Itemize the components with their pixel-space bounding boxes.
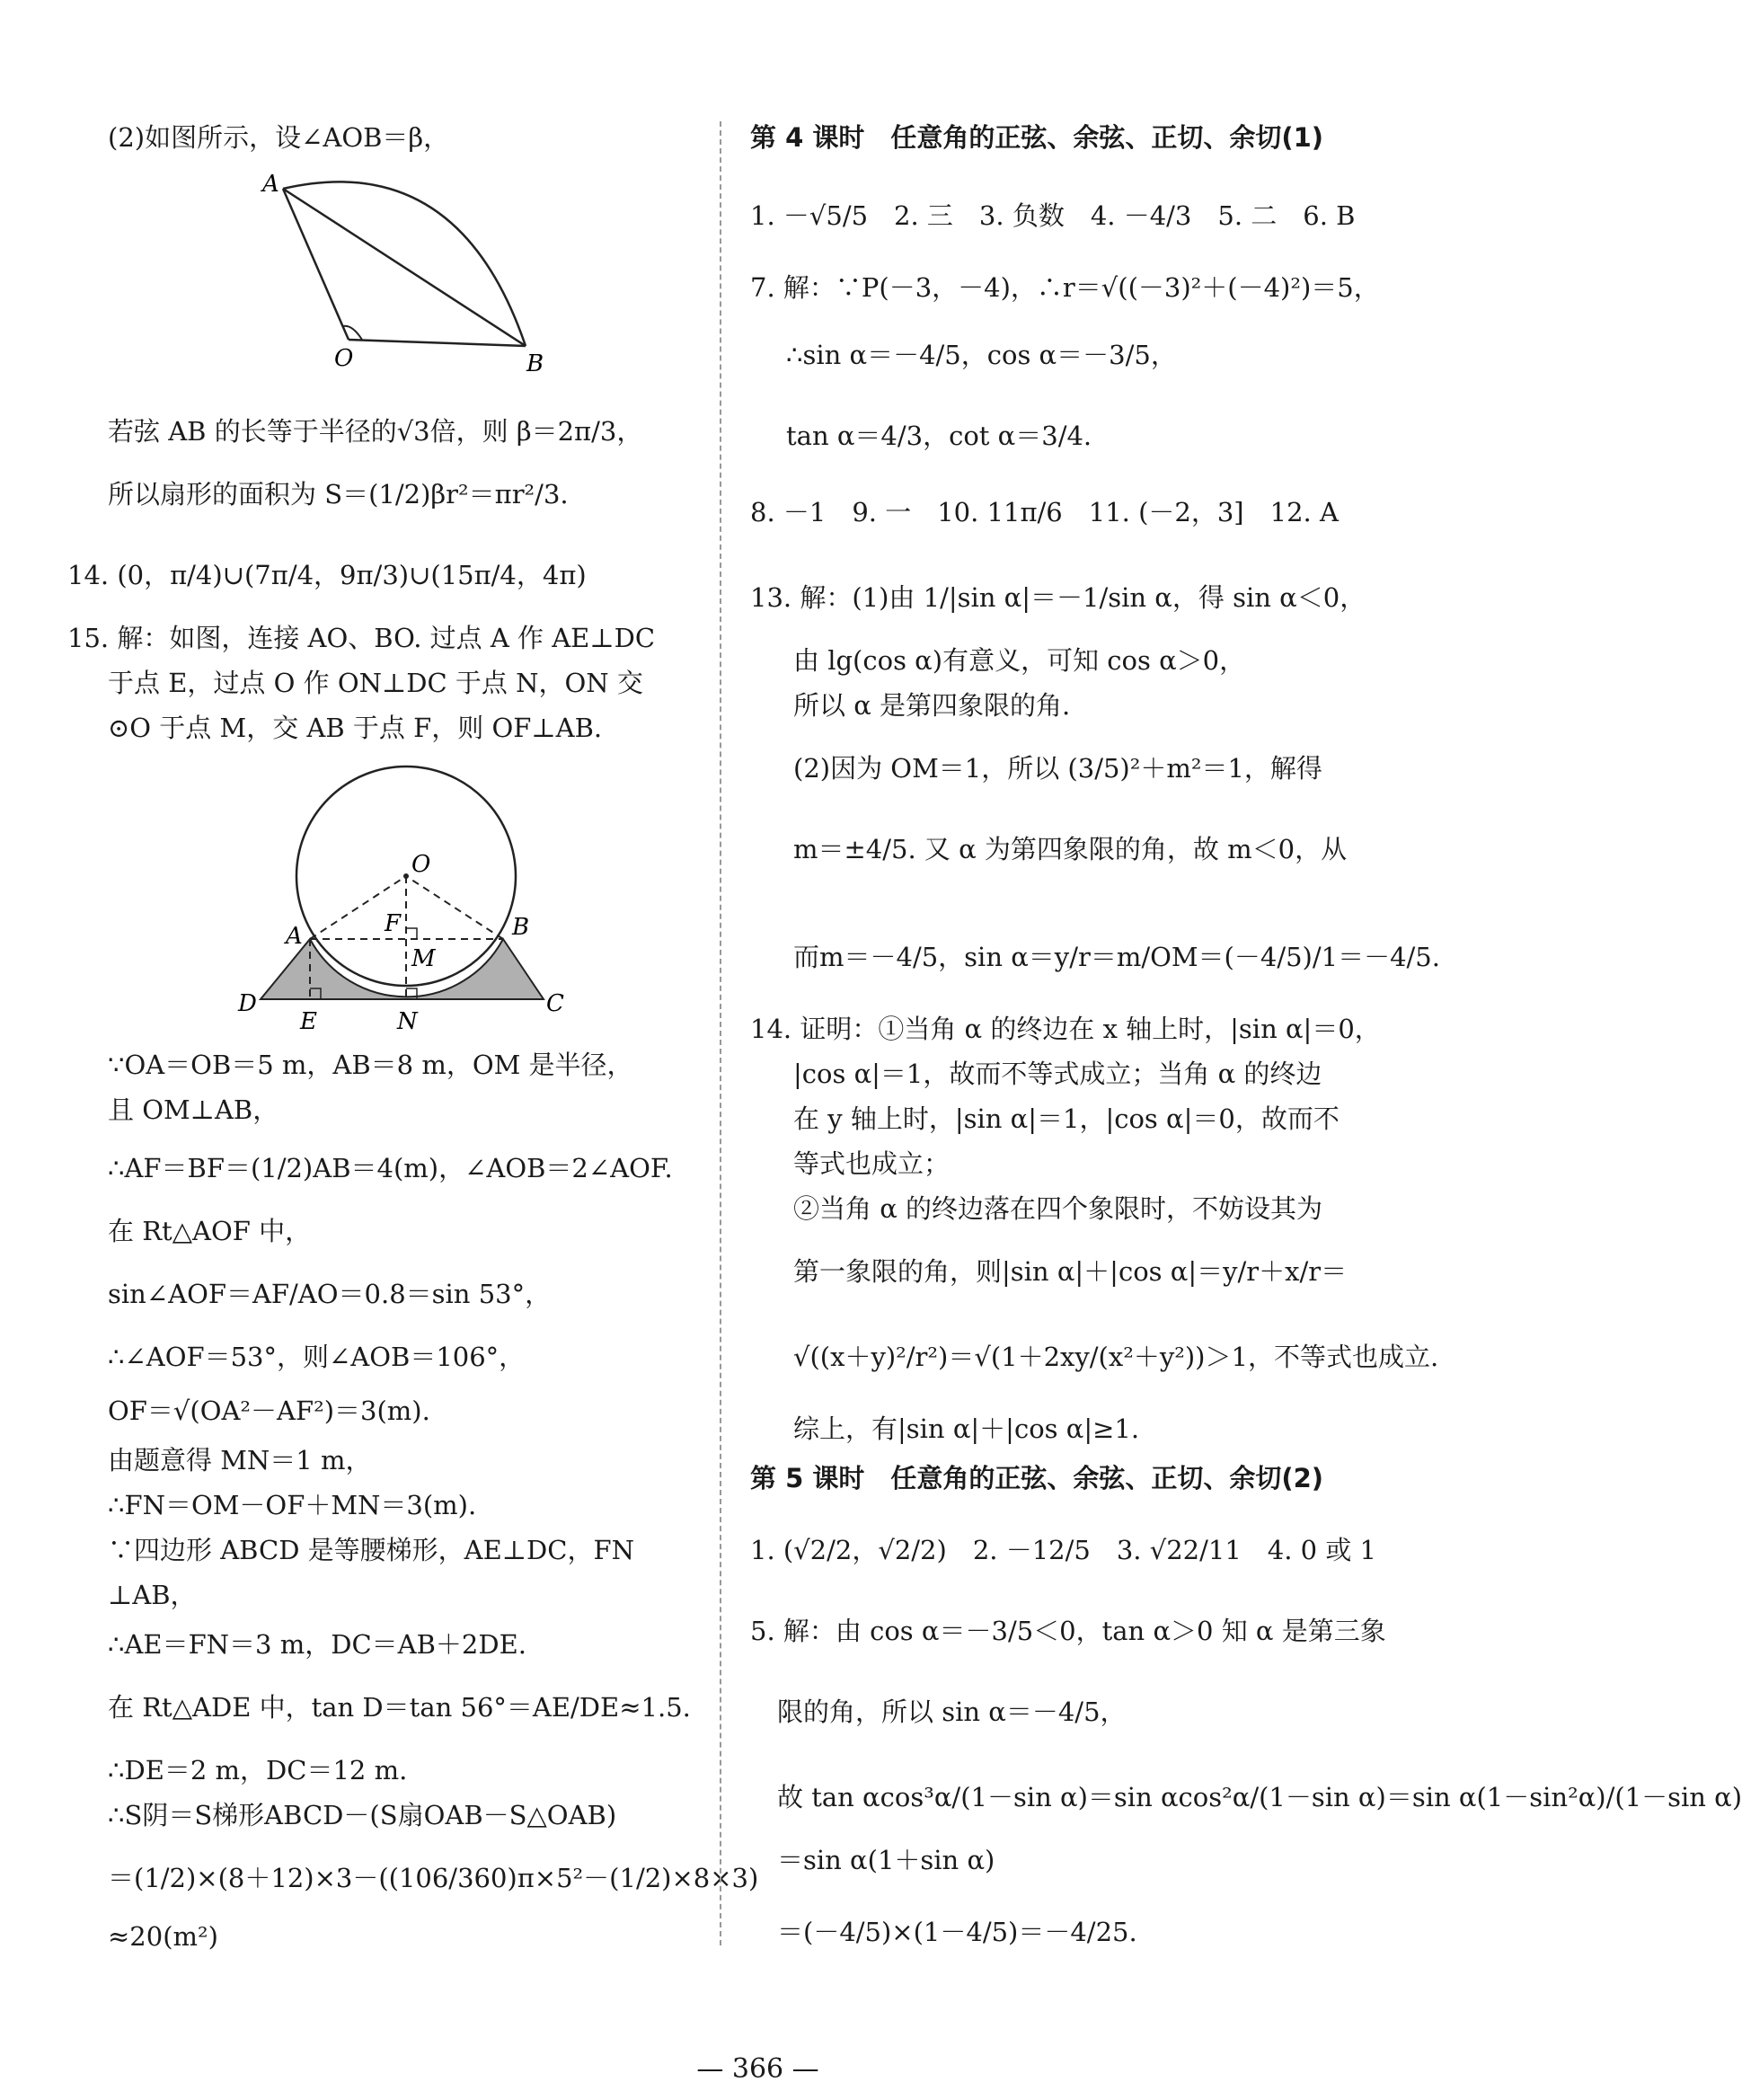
point-label-O: O [334, 345, 354, 372]
section-heading: 第 4 课时 任意角的正弦、余弦、正切、余切(1) [750, 122, 1324, 153]
text-line: 13. 解：(1)由 1/|sin α|＝－1/sin α，得 sin α＜0， [750, 582, 1366, 613]
text-line: ＝sin α(1＋sin α) [777, 1845, 995, 1875]
text-line: sin∠AOF＝AF/AO＝0.8＝sin 53°， [108, 1279, 552, 1309]
circle-trapezoid-figure [234, 764, 575, 1042]
text-line: 7. 解：∵P(－3，－4)，∴r＝√((－3)²＋(－4)²)＝5， [750, 272, 1380, 303]
text-line: 所以扇形的面积为 S＝(1/2)βr²＝πr²/3. [108, 479, 569, 509]
text-line: ∴AE＝FN＝3 m，DC＝AB＋2DE. [108, 1629, 527, 1660]
text-line: ∴DE＝2 m，DC＝12 m. [108, 1755, 408, 1785]
column-divider [720, 121, 721, 1945]
point-label-O: O [411, 851, 431, 878]
text-line: 等式也成立； [793, 1148, 951, 1179]
text-line: ∴FN＝OM－OF＋MN＝3(m). [108, 1490, 477, 1520]
text-line: √((x＋y)²/r²)＝√(1＋2xy/(x²＋y²))＞1，不等式也成立. [793, 1342, 1439, 1372]
text-line: 5. 解：由 cos α＝－3/5＜0，tan α＞0 知 α 是第三象 [750, 1616, 1386, 1646]
point-label-A: A [286, 923, 303, 950]
point-label-D: D [238, 990, 257, 1017]
text-line: 第一象限的角，则|sin α|＋|cos α|＝y/r＋x/r＝ [793, 1256, 1348, 1287]
text-line: ∴sin α＝－4/5，cos α＝－3/5， [786, 340, 1177, 370]
text-line: 1. －√5/5 2. 三 3. 负数 4. －4/3 5. 二 6. B [750, 200, 1356, 231]
text-line: 14. (0，π/4)∪(7π/4，9π/3)∪(15π/4，4π) [67, 560, 587, 590]
section-heading: 第 5 课时 任意角的正弦、余弦、正切、余切(2) [750, 1463, 1324, 1493]
text-line: 在 Rt△AOF 中， [108, 1216, 312, 1246]
text-line: ∵OA＝OB＝5 m，AB＝8 m，OM 是半径， [108, 1050, 633, 1080]
text-line: 14. 证明：①当角 α 的终边在 x 轴上时，|sin α|＝0， [750, 1014, 1381, 1044]
point-label-E: E [300, 1008, 317, 1035]
text-line: 15. 解：如图，连接 AO、BO. 过点 A 作 AE⊥DC [67, 623, 656, 653]
point-label-N: N [397, 1008, 418, 1035]
text-line: tan α＝4/3，cot α＝3/4. [786, 421, 1092, 451]
text-line: 由 lg(cos α)有意义，可知 cos α＞0， [793, 645, 1246, 676]
page-number: — 366 — [696, 2053, 819, 2085]
point-label-B: B [526, 350, 544, 377]
sector-figure [252, 166, 557, 377]
point-label-F: F [385, 910, 402, 937]
point-label-A: A [262, 171, 279, 198]
point-label-C: C [546, 990, 564, 1017]
text-line: ∴S阴＝S梯形ABCD－(S扇OAB－S△OAB) [108, 1800, 617, 1830]
text-line: ∵四边形 ABCD 是等腰梯形，AE⊥DC，FN [108, 1535, 634, 1565]
text-line: ⊙O 于点 M，交 AB 于点 F，则 OF⊥AB. [108, 713, 603, 743]
text-line: ≈20(m²) [108, 1921, 218, 1952]
text-line: ∴AF＝BF＝(1/2)AB＝4(m)，∠AOB＝2∠AOF. [108, 1153, 673, 1183]
text-line: m＝±4/5. 又 α 为第四象限的角，故 m＜0，从 [793, 834, 1348, 864]
point-label-B: B [512, 914, 530, 941]
text-line: ②当角 α 的终边落在四个象限时，不妨设其为 [793, 1193, 1323, 1224]
text-line: ＝(1/2)×(8＋12)×3－((106/360)π×5²－(1/2)×8×3) [108, 1863, 759, 1893]
text-line: |cos α|＝1，故而不等式成立；当角 α 的终边 [793, 1059, 1322, 1089]
text-line: (2)因为 OM＝1，所以 (3/5)²＋m²＝1，解得 [793, 753, 1322, 784]
text-line: ∴∠AOF＝53°，则∠AOB＝106°， [108, 1342, 526, 1372]
text-line: ＝(－4/5)×(1－4/5)＝－4/25. [777, 1917, 1137, 1947]
text-line: 故 tan αcos³α/(1－sin α)＝sin αcos²α/(1－sin α)＝sin α(1－sin²α)/(1－sin α) [777, 1782, 1742, 1812]
text-line: 1. (√2/2，√2/2) 2. －12/5 3. √22/11 4. 0 或 1 [750, 1535, 1376, 1565]
text-line: 由题意得 MN＝1 m， [108, 1445, 372, 1475]
point-label-M: M [411, 945, 436, 972]
text-line: ⊥AB， [108, 1580, 197, 1610]
text-line: 所以 α 是第四象限的角. [793, 690, 1071, 721]
text-line: 在 Rt△ADE 中，tan D＝tan 56°＝AE/DE≈1.5. [108, 1692, 691, 1723]
text-line: 若弦 AB 的长等于半径的√3倍，则 β＝2π/3， [108, 416, 643, 447]
text-line: 于点 E，过点 O 作 ON⊥DC 于点 N，ON 交 [108, 668, 643, 698]
text-line: OF＝√(OA²－AF²)＝3(m). [108, 1396, 430, 1426]
text-line: 限的角，所以 sin α＝－4/5， [777, 1697, 1127, 1727]
text-line: (2)如图所示，设∠AOB＝β， [108, 122, 450, 153]
text-line: 8. －1 9. 一 10. 11π/6 11. (－2，3] 12. A [750, 497, 1339, 527]
text-line: 且 OM⊥AB， [108, 1094, 279, 1125]
text-line: 综上，有|sin α|＋|cos α|≥1. [793, 1413, 1140, 1444]
text-line: 而m＝－4/5，sin α＝y/r＝m/OM＝(－4/5)/1＝－4/5. [793, 942, 1440, 972]
text-line: 在 y 轴上时，|sin α|＝1，|cos α|＝0，故而不 [793, 1103, 1340, 1134]
